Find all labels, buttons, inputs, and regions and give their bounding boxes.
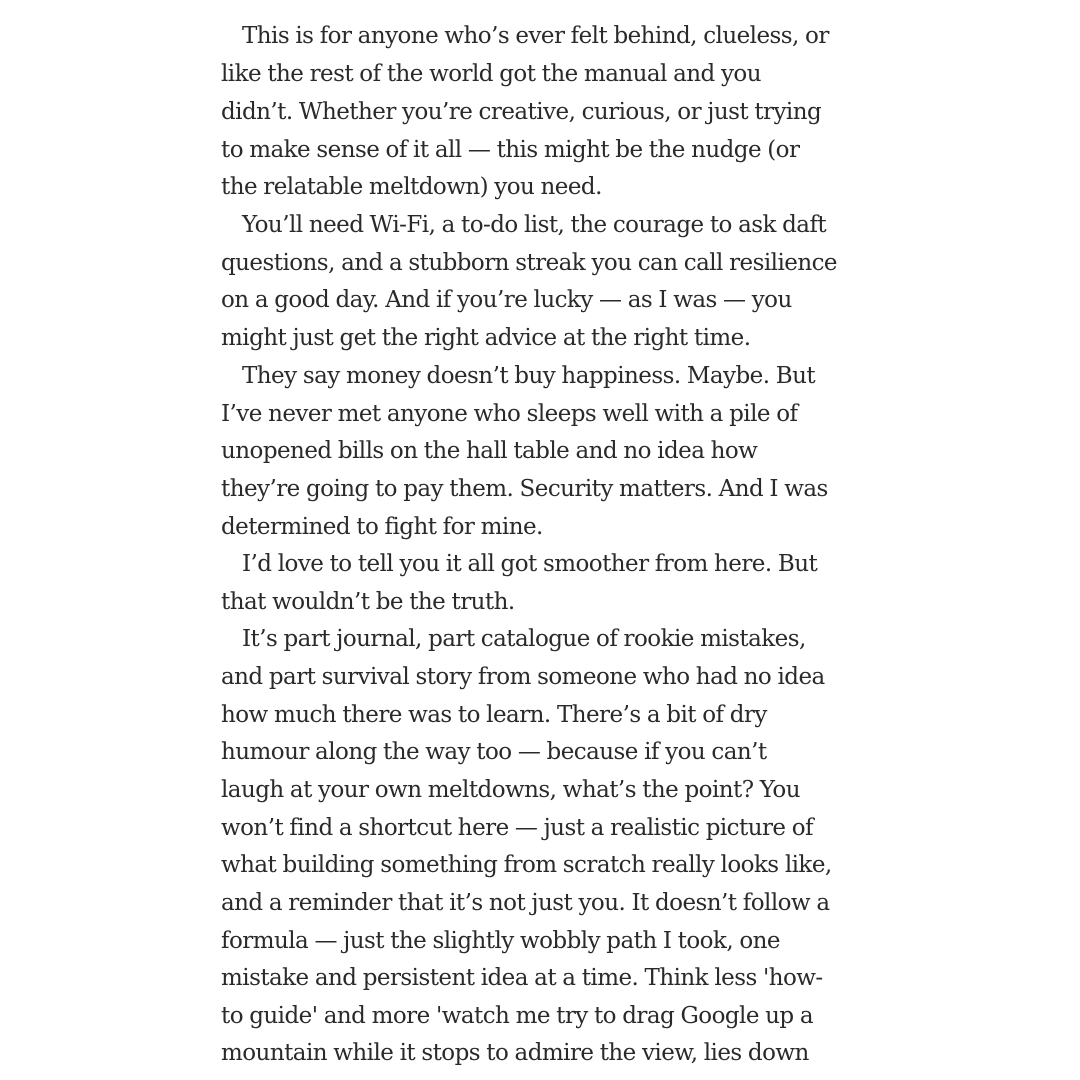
text-line: They say money doesn’t buy happiness. Maybe. But	[242, 363, 816, 389]
text-line: didn’t. Whether you’re creative, curious, or just trying	[221, 99, 822, 125]
text-line: on a good day. And if you’re lucky — as I was — you	[221, 287, 792, 313]
text-line: It’s part journal, part catalogue of rookie mistakes,	[242, 626, 806, 652]
document-page	[221, 17, 861, 1080]
text-line: I’d love to tell you it all got smoother from here. But	[242, 551, 818, 577]
text-line: they’re going to pay them. Security matters. And I was	[221, 476, 828, 502]
text-line: mistake and persistent idea at a time. Think less 'how-	[221, 965, 823, 991]
text-line: won’t find a shortcut here — just a realistic picture of	[221, 815, 813, 841]
text-line: might just get the right advice at the right time.	[221, 325, 751, 351]
text-line: unopened bills on the hall table and no idea how	[221, 438, 758, 464]
text-line: to make sense of it all — this might be the nudge (or	[221, 137, 800, 163]
text-line: humour along the way too — because if you can’t	[221, 739, 767, 765]
text-line: like the rest of the world got the manual and you	[221, 61, 761, 87]
text-line: formula — just the slightly wobbly path I took, one	[221, 928, 780, 954]
text-line: and a reminder that it’s not just you. It doesn’t follow a	[221, 890, 830, 916]
text-line: I’ve never met anyone who sleeps well with a pile of	[221, 401, 798, 427]
text-line: the relatable meltdown) you need.	[221, 174, 602, 200]
text-line: This is for anyone who’s ever felt behind, clueless, or	[242, 23, 829, 49]
text-line: questions, and a stubborn streak you can call resilience	[221, 250, 837, 276]
text-line: mountain while it stops to admire the view, lies down	[221, 1040, 809, 1066]
text-line: You’ll need Wi-Fi, a to-do list, the courage to ask daft	[242, 212, 827, 238]
text-line: what building something from scratch really looks like,	[221, 852, 832, 878]
text-line: determined to fight for mine.	[221, 514, 543, 540]
text-line: to guide' and more 'watch me try to drag Google up a	[221, 1003, 814, 1029]
text-line: and part survival story from someone who had no idea	[221, 664, 825, 690]
text-line: laugh at your own meltdowns, what’s the point? You	[221, 777, 800, 803]
text-line: how much there was to learn. There’s a bit of dry	[221, 702, 767, 728]
text-line: that wouldn’t be the truth.	[221, 589, 515, 615]
